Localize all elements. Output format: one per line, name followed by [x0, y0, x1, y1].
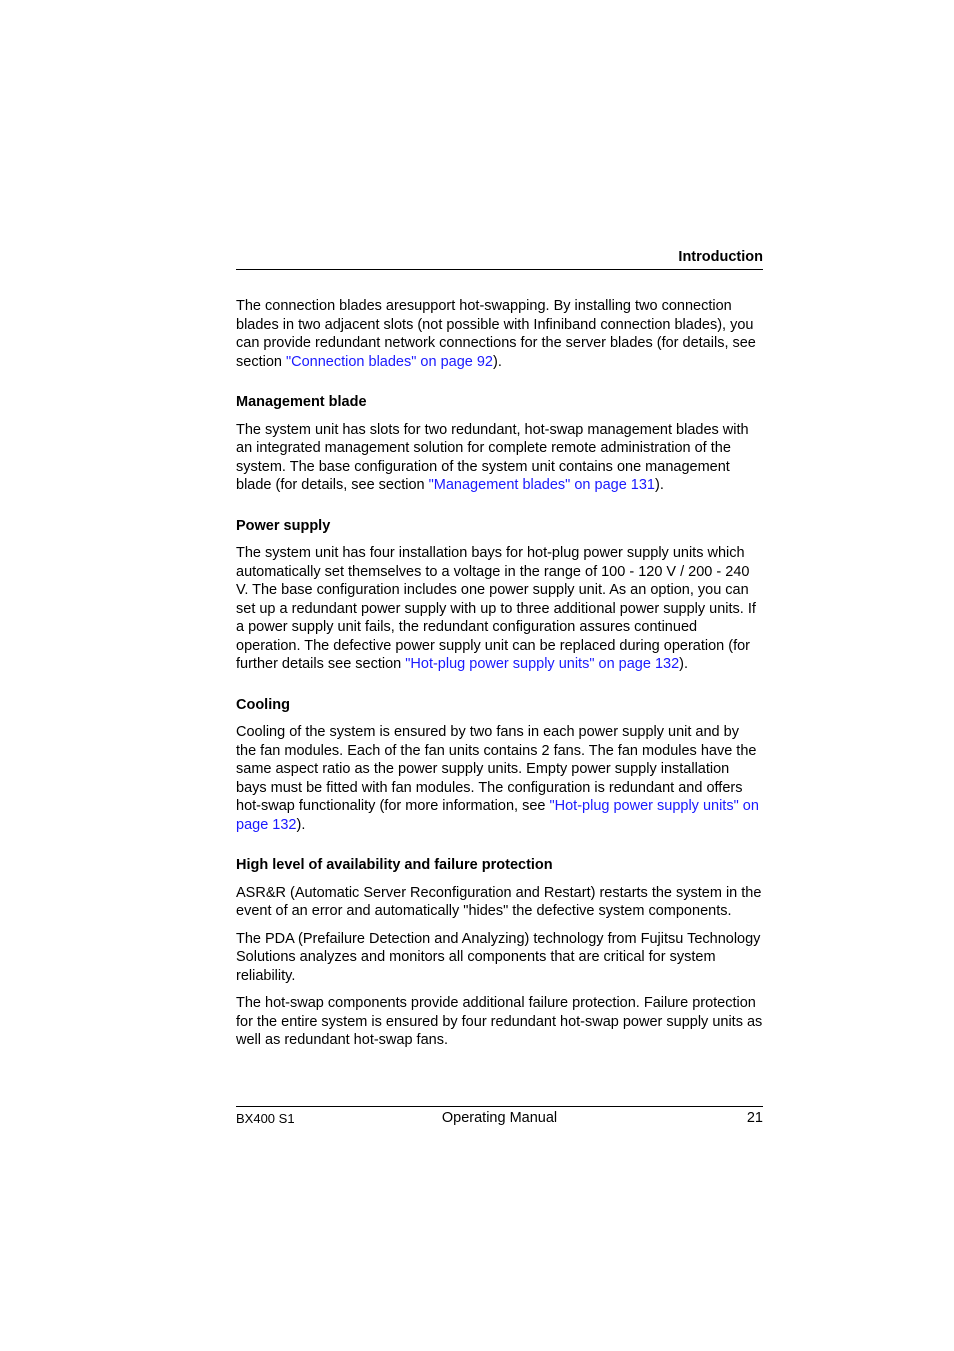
availability-heading: High level of availability and failure protection	[236, 857, 553, 873]
footer-manual-title: Operating Manual	[441, 1110, 558, 1126]
management-blades-link[interactable]: "Management blades" on page 131	[428, 477, 655, 493]
document-page	[236, 0, 763, 1351]
pda-paragraph: The PDA (Prefailure Detection and Analyzing) technology from Fujitsu Technology Solutions analyzes and monitors all components that are critical for system reliability.	[236, 930, 761, 984]
footer-model: BX400 S1	[236, 1111, 295, 1126]
cooling-text: Cooling of the system is ensured by two fans in each power supply unit and by the fan modules. Each of the fan units contains 2 fans. The fan modules have the same aspect ratio as the power supply units. Empty power supply installation bays must be fitted with fan modules. The configuration is redundant and offers hot-swap functionality (for more information, see	[236, 724, 757, 814]
cooling-power-supply-units-link[interactable]: "Hot-plug power supply units" on page 132	[236, 798, 759, 833]
footer-rule	[236, 1106, 763, 1107]
cooling-heading: Cooling	[236, 696, 290, 713]
management-paragraph	[236, 421, 763, 495]
intro-paragraph	[236, 297, 763, 371]
intro-text: The connection blades aresupport hot-swapping. By installing two connection blades in two adjacent slots (not possible with Infiniband connection blades), you can provide redundant network connections for the server blades (for details, see section	[236, 298, 756, 370]
header-rule	[236, 269, 763, 270]
power-heading: Power supply	[236, 517, 331, 534]
power-supply-units-link[interactable]: "Hot-plug power supply units" on page 132	[405, 656, 680, 672]
connection-blades-link[interactable]: "Connection blades" on page 92	[285, 353, 493, 370]
page-number: 21	[746, 1110, 763, 1126]
hot-swap-paragraph: The hot-swap components provide additional failure protection. Failure protection for the entire system is ensured by four redundant hot-swap power supply units as well as redundant hot-swap fans.	[236, 995, 763, 1048]
power-after: ).	[679, 656, 689, 672]
page-content	[236, 297, 763, 1050]
power-text: The system unit has four installation bays for hot-plug power supply units which automatically set themselves to a voltage in the range of 100 - 120 V / 200 - 240 V. The base configuration includes one power supply unit. As an option, you can set up a redundant power supply with up to three additional power supply units. If a power supply unit fails, the redundant configuration assures continued operation. The defective power supply unit can be replaced during operation (for further details see section	[236, 545, 756, 672]
management-heading: Management blade	[236, 394, 367, 410]
management-after: ).	[655, 477, 664, 493]
power-paragraph	[236, 544, 763, 674]
cooling-after: ).	[296, 816, 306, 833]
intro-after: ).	[493, 353, 502, 370]
cooling-paragraph	[236, 723, 763, 834]
asrr-paragraph: ASR&R (Automatic Server Reconfiguration and Restart) restarts the system in the event of an error and automatically "hides" the defective system components.	[236, 884, 762, 919]
running-header: Introduction	[678, 249, 763, 265]
management-text: The system unit has slots for two redundant, hot-swap management blades with an integrated management solution for complete remote administration of the system. The base configuration of the system unit contains one management blade (for details, see section	[236, 421, 749, 493]
